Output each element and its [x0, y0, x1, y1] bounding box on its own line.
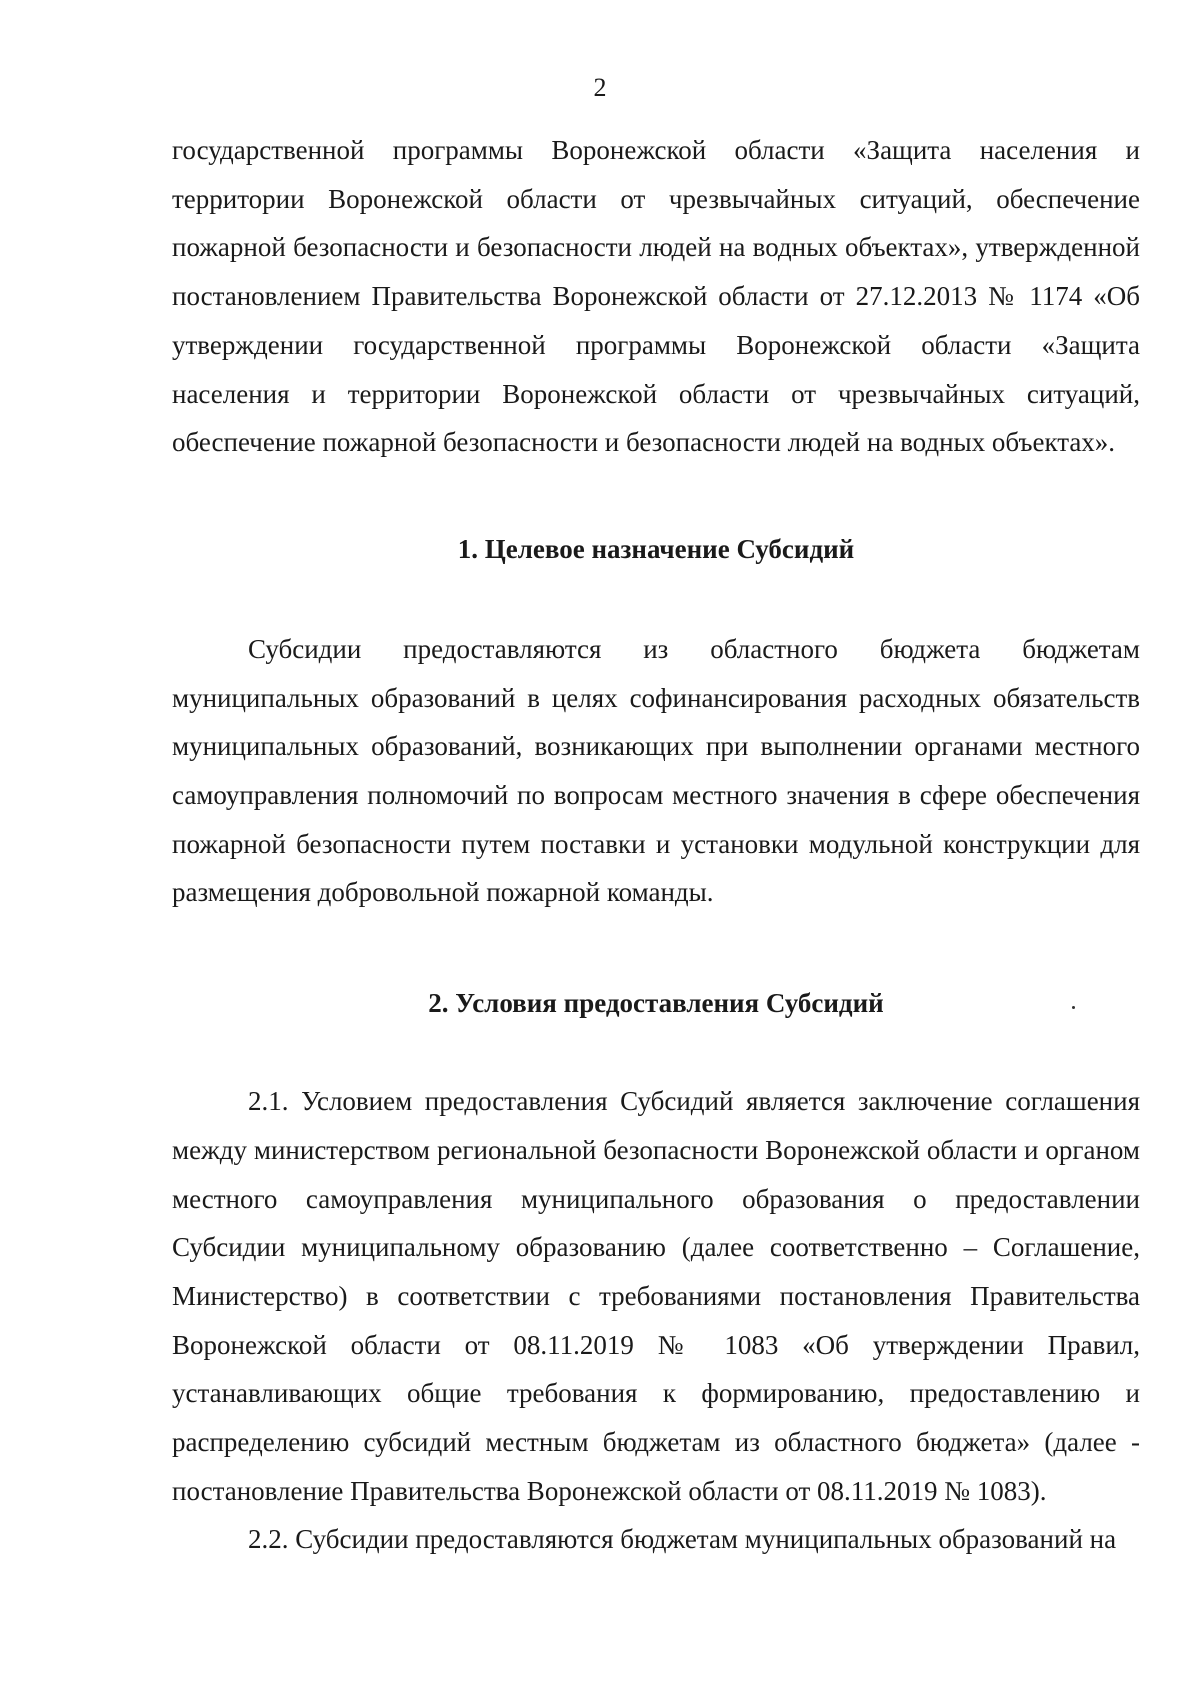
document-body	[172, 126, 1140, 1564]
section-1-heading: 1. Целевое назначение Субсидий	[457, 533, 855, 564]
paragraph-2-1: 2.1. Условием предоставления Субсидий является заключение соглашения между министерством региональной безопасности Воронежской области и органом местного самоуправления муниципального образования о предоставлении Субсидии муниципальному образованию (далее соответственно – Соглашение, Министерство) в соответствии с требованиями постановления Правительства Воронежской области от 08.11.2019 № 1083 «Об утверждении Правил, устанавливающих общие требования к формированию, предоставлению и распределению субсидий местным бюджетам из областного бюджета» (далее - постановление Правительства Воронежской области от 08.11.2019 № 1083).	[172, 1086, 1140, 1506]
section-1-paragraph: Субсидии предоставляются из областного бюджета бюджетам муниципальных образований в целях софинансирования расходных обязательств муниципальных образований, возникающих при выполнении органами местного самоуправления полномочий по вопросам местного значения в сфере обеспечения пожарной безопасности путем поставки и установки модульной конструкции для размещения добровольной пожарной команды.	[172, 633, 1140, 908]
intro-paragraph: государственной программы Воронежской области «Защита населения и территории Воронежской области от чрезвычайных ситуаций, обеспечение пожарной безопасности и безопасности людей на водных объектах», утвержденной постановлением Правительства Воронежской области от 27.12.2013 № 1174 «Об утверждении государственной программы Воронежской области «Защита населения и территории Воронежской области от чрезвычайных ситуаций, обеспечение пожарной безопасности и безопасности людей на водных объектах».	[172, 135, 1140, 458]
page-number: 2	[593, 73, 607, 102]
paragraph-2-2: 2.2. Субсидии предоставляются бюджетам муниципальных образований на	[248, 1524, 1117, 1555]
section-2-heading: 2. Условия предоставления Субсидий	[428, 988, 884, 1019]
